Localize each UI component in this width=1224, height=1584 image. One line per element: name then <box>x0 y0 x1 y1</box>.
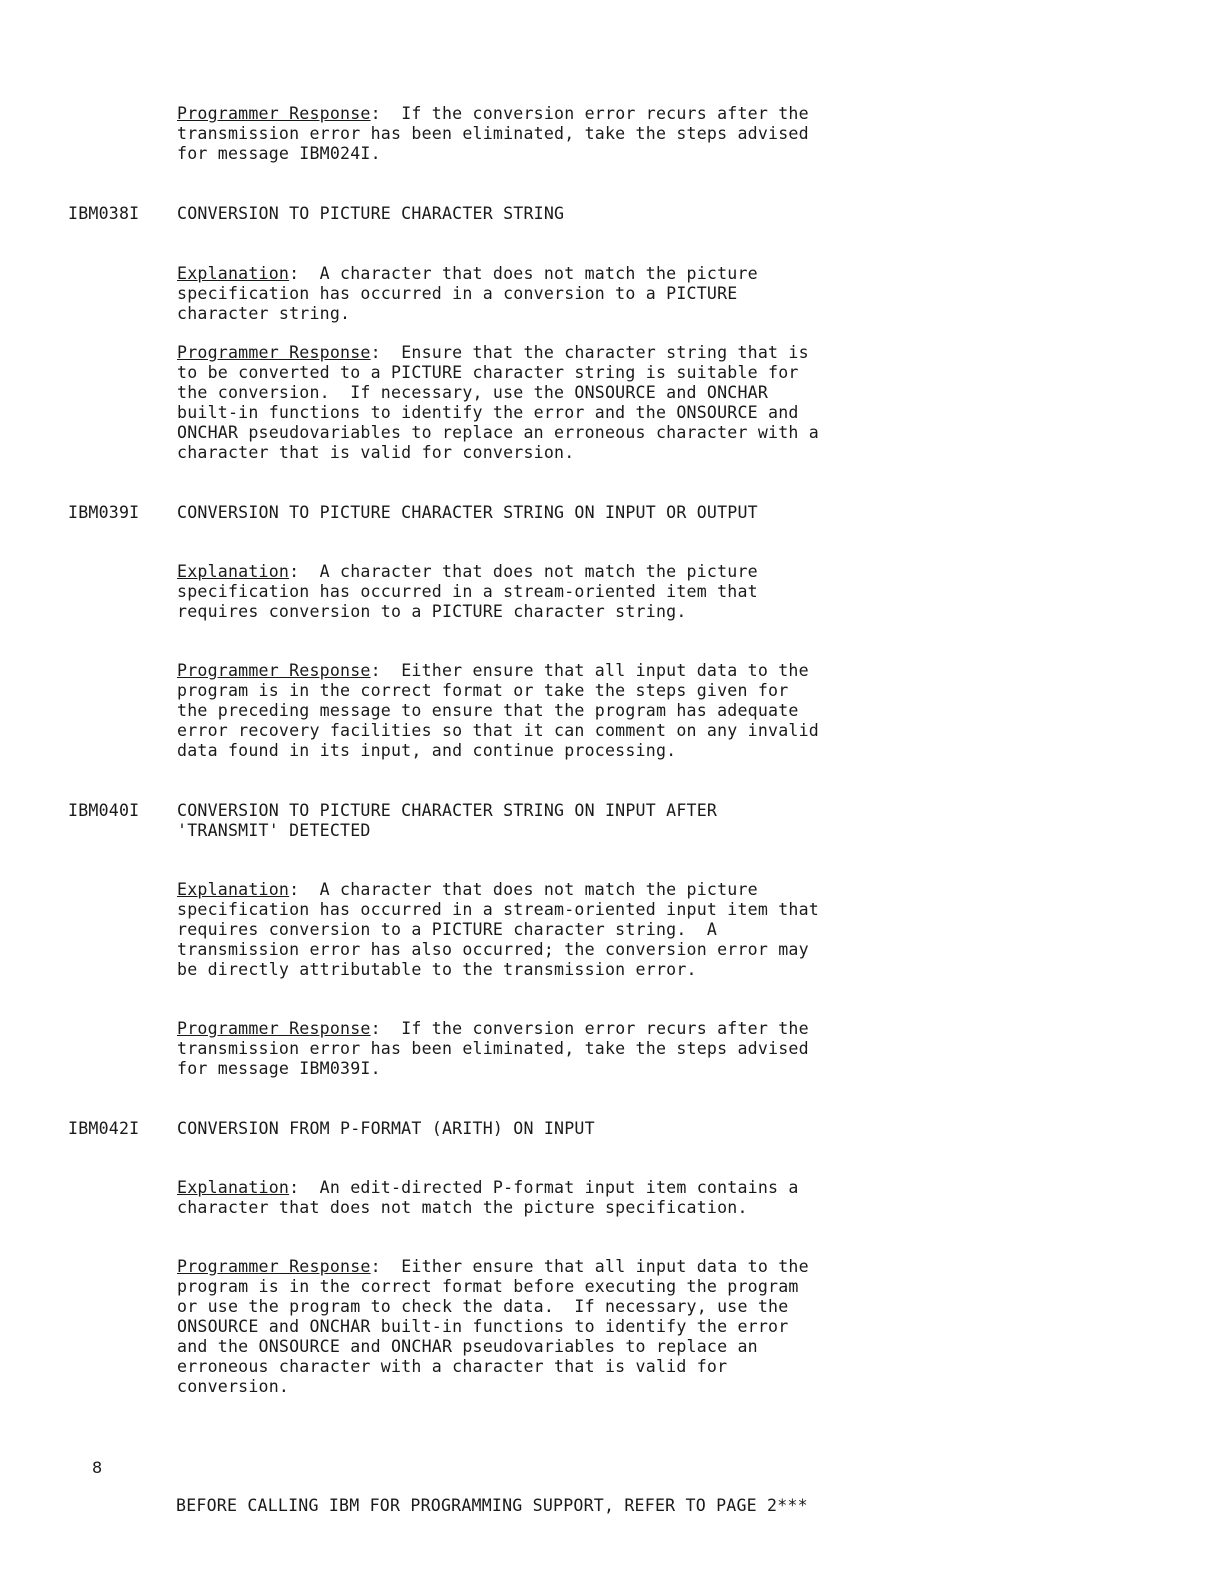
message-title-ibm042i: CONVERSION FROM P-FORMAT (ARITH) ON INPUT <box>177 1119 595 1138</box>
response-ibm038i <box>177 343 957 463</box>
message-id-ibm039i: IBM039I <box>68 503 140 522</box>
explanation-text: : A character that does not match the picture specification has occurred in a stream-oriented item that requires conversion to a PICTURE character string. <box>177 562 758 621</box>
response-label: Programmer Response <box>177 1257 371 1276</box>
response-label: Programmer Response <box>177 661 371 680</box>
intro-response-text: : If the conversion error recurs after the transmission error has been eliminated, take the steps advised for message IBM024I. <box>177 104 809 163</box>
message-id-ibm040i: IBM040I <box>68 801 140 820</box>
explanation-ibm039i <box>177 562 957 622</box>
page-number: 8 <box>92 1458 103 1477</box>
intro-response-label: Programmer Response <box>177 104 371 123</box>
explanation-label: Explanation <box>177 880 290 899</box>
explanation-text: : A character that does not match the picture specification has occurred in a conversion to a PICTURE character string. <box>177 264 758 323</box>
response-ibm039i <box>177 661 957 761</box>
message-id-ibm042i: IBM042I <box>68 1119 140 1138</box>
message-title-ibm038i: CONVERSION TO PICTURE CHARACTER STRING <box>177 204 565 223</box>
message-title-ibm040i: CONVERSION TO PICTURE CHARACTER STRING ON INPUT AFTER 'TRANSMIT' DETECTED <box>177 801 718 840</box>
page-footer: BEFORE CALLING IBM FOR PROGRAMMING SUPPORT, REFER TO PAGE 2*** <box>176 1496 808 1515</box>
message-title-ibm039i: CONVERSION TO PICTURE CHARACTER STRING ON INPUT OR OUTPUT <box>177 503 758 522</box>
explanation-text: : A character that does not match the picture specification has occurred in a stream-oriented input item that requires conversion to a PICTURE character string. A transmission error has also occurred; the conversion error may be directly attributable to the transmission error. <box>177 880 819 979</box>
explanation-text: : An edit-directed P-format input item contains a character that does not match the picture specification. <box>177 1178 799 1217</box>
response-ibm040i <box>177 1019 957 1079</box>
response-text: : Ensure that the character string that is to be converted to a PICTURE character string is suitable for the conversion. If necessary, use the ONSOURCE and ONCHAR built-in functions to identify the error and the ONSOURCE and ONCHAR pseudovariables to replace an erroneous character with a character that is valid for conversion. <box>177 343 819 462</box>
explanation-label: Explanation <box>177 562 290 581</box>
response-text: : Either ensure that all input data to the program is in the correct format or take the steps given for the preceding message to ensure that the program has adequate error recovery facilities so that it can comment on any invalid data found in its input, and continue processing. <box>177 661 819 760</box>
explanation-ibm040i <box>177 880 957 980</box>
response-text: : Either ensure that all input data to the program is in the correct format before executing the program or use the program to check the data. If necessary, use the ONSOURCE and ONCHAR built-in functions to identify the error and the ONSOURCE and ONCHAR pseudovariables to replace an erroneous character with a character that is valid for conversion. <box>177 1257 809 1396</box>
response-label: Programmer Response <box>177 1019 371 1038</box>
response-ibm042i <box>177 1257 957 1397</box>
message-id-ibm038i: IBM038I <box>68 204 140 223</box>
intro-response <box>177 104 957 164</box>
explanation-ibm038i <box>177 264 957 324</box>
explanation-ibm042i <box>177 1178 957 1218</box>
explanation-label: Explanation <box>177 1178 290 1197</box>
explanation-label: Explanation <box>177 264 290 283</box>
response-label: Programmer Response <box>177 343 371 362</box>
response-text: : If the conversion error recurs after the transmission error has been eliminated, take the steps advised for message IBM039I. <box>177 1019 809 1078</box>
